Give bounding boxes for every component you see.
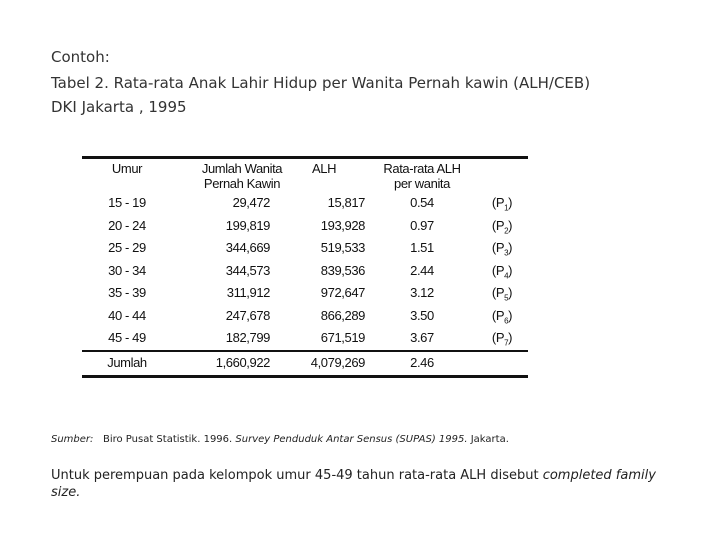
- cell-umur: 30 - 34: [108, 262, 146, 278]
- cell-p-label: $(P_2)$: [491, 217, 513, 236]
- cell-rata: 1.51: [410, 240, 434, 255]
- cell-umur: 45 - 49: [108, 330, 146, 345]
- source-note: Sumber: Biro Pusat Statistik. 1996. Survey Penduduk Antar Sensus (SUPAS) 1995. Jakarta.: [51, 434, 509, 445]
- data-table: [82, 156, 528, 378]
- cell-alh: 866,289: [320, 307, 365, 323]
- header-alh: ALH: [312, 161, 337, 176]
- cell-rata: 0.97: [410, 217, 434, 233]
- cell-umur: 15 - 19: [108, 195, 146, 210]
- cell-p-label: $(P_1)$: [491, 195, 513, 213]
- cell-umur: 35 - 39: [108, 285, 146, 300]
- footnote: Untuk perempuan pada kelompok umur 45-49 tahun rata-rata ALH disebut completed family size.: [51, 468, 656, 500]
- cell-p-label: $(P_7)$: [491, 330, 513, 348]
- cell-p-label: $(P_5)$: [491, 285, 513, 303]
- total-rata: 2.46: [410, 355, 434, 370]
- total-rule: [82, 350, 528, 352]
- total-alh: 4,079,269: [310, 355, 365, 370]
- cell-alh: 15,817: [327, 195, 365, 210]
- cell-jumlah: 344,573: [225, 262, 270, 278]
- cell-jumlah: 199,819: [225, 217, 270, 233]
- cell-p-label: $(P_4)$: [491, 262, 513, 281]
- cell-rata: 3.67: [410, 330, 434, 345]
- total-jumlah: 1,660,922: [215, 355, 270, 370]
- cell-umur: 40 - 44: [108, 307, 146, 323]
- cell-jumlah: 29,472: [232, 195, 270, 210]
- cell-jumlah: 311,912: [226, 285, 270, 300]
- cell-alh: 519,533: [320, 240, 365, 255]
- title-line-2: Tabel 2. Rata-rata Anak Lahir Hidup per Wanita Pernah kawin (ALH/CEB): [51, 74, 591, 92]
- title-line-1: Contoh:: [51, 48, 110, 66]
- cell-jumlah: 344,669: [225, 240, 270, 255]
- cell-p-label: $(P_6)$: [491, 307, 513, 326]
- bottom-rule: [82, 375, 528, 378]
- cell-rata: 2.44: [410, 262, 434, 278]
- cell-umur: 25 - 29: [108, 240, 146, 255]
- cell-jumlah: 182,799: [225, 330, 270, 345]
- title-line-3: DKI Jakarta , 1995: [51, 98, 187, 116]
- header-umur: Umur: [111, 161, 143, 176]
- cell-alh: 972,647: [320, 285, 365, 300]
- total-label: Jumlah: [107, 355, 147, 370]
- cell-alh: 193,928: [320, 217, 365, 233]
- cell-umur: 20 - 24: [108, 217, 146, 233]
- cell-alh: 839,536: [320, 262, 365, 278]
- cell-jumlah: 247,678: [225, 307, 270, 323]
- top-rule: [82, 156, 528, 159]
- cell-rata: 0.54: [410, 195, 434, 210]
- header-rata: Rata-rata ALH per wanita: [383, 161, 461, 191]
- cell-alh: 671,519: [320, 330, 365, 345]
- cell-rata: 3.12: [410, 285, 434, 300]
- cell-rata: 3.50: [410, 307, 434, 323]
- header-jumlah: Jumlah Wanita Pernah Kawin: [201, 161, 283, 191]
- cell-p-label: $(P_3)$: [491, 240, 513, 258]
